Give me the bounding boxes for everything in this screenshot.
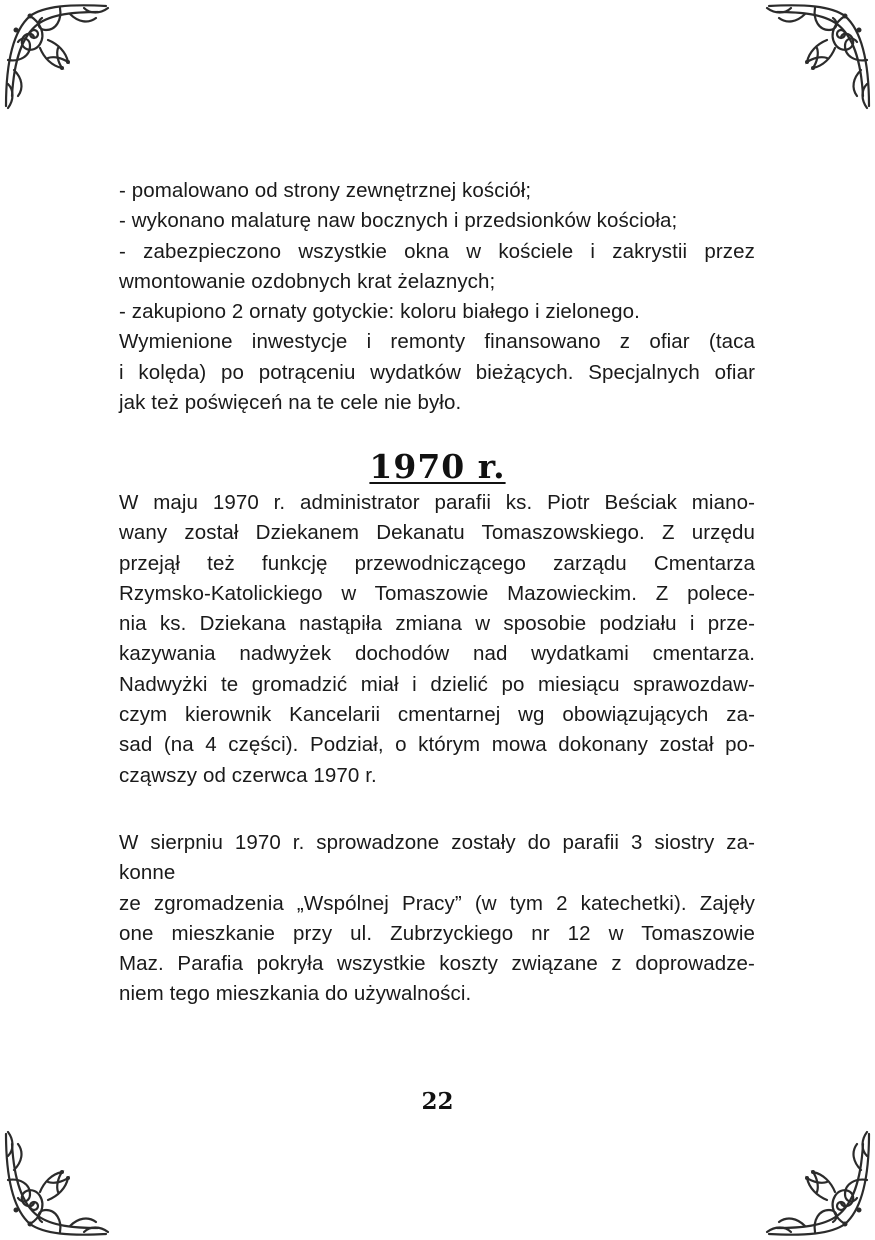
corner-ornament-bottom-left bbox=[0, 1128, 112, 1240]
text-line: one mieszkanie przy ul. Zubrzyckiego nr 12 w Tomaszowie bbox=[119, 921, 755, 945]
text-line: Nadwyżki te gromadzić miał i dzielić po miesiącu sprawozdaw- bbox=[119, 672, 755, 696]
page-number: 22 bbox=[421, 1088, 454, 1115]
text-line: kazywania nadwyżek dochodów nad wydatkami cmentarza. bbox=[119, 642, 755, 666]
text-line: jak też poświęceń na te cele nie było. bbox=[119, 391, 462, 415]
text-line: wmontowanie ozdobnych krat żelaznych; bbox=[119, 269, 496, 293]
text-line: i kolęda) po potrąceniu wydatków bieżących. Specjalnych ofiar bbox=[119, 360, 755, 384]
corner-ornament-top-right bbox=[763, 0, 875, 112]
section-heading: 1970 r. bbox=[369, 447, 506, 486]
text-line: Rzymsko-Katolickiego w Tomaszowie Mazowieckim. Z polece- bbox=[119, 581, 755, 605]
text-line: cząwszy od czerwca 1970 r. bbox=[119, 763, 377, 787]
text-line: przejął też funkcję przewodniczącego zarządu Cmentarza bbox=[119, 551, 755, 575]
text-line: W maju 1970 r. administrator parafii ks. Piotr Beściak miano- bbox=[119, 491, 755, 514]
text-line: nia ks. Dziekana nastąpiła zmiana w sposobie podziału i prze- bbox=[119, 612, 755, 636]
text-line: wany został Dziekanem Dekanatu Tomaszowskiego. Z urzędu bbox=[119, 521, 755, 545]
text-line: W sierpniu 1970 r. sprowadzone zostały do parafii 3 siostry za- bbox=[119, 831, 755, 854]
text-line: - pomalowano od strony zewnętrznej kościół; bbox=[119, 179, 532, 202]
text-line: konne bbox=[119, 861, 176, 885]
baroque-scroll-corner-icon bbox=[763, 1128, 875, 1240]
text-line: Maz. Parafia pokryła wszystkie koszty związane z doprowadze- bbox=[119, 952, 755, 976]
text-line: niem tego mieszkania do używalności. bbox=[119, 982, 472, 1006]
paragraph-dean-appointment bbox=[119, 488, 755, 791]
text-line: - wykonano malaturę naw bocznych i przedsionków kościoła; bbox=[119, 209, 678, 233]
paragraph-sisters-arrival bbox=[119, 828, 755, 1010]
text-line: Wymienione inwestycje i remonty finansowano z ofiar (taca bbox=[119, 330, 755, 354]
corner-ornament-bottom-right bbox=[763, 1128, 875, 1240]
baroque-scroll-corner-icon bbox=[0, 1128, 112, 1240]
corner-ornament-top-left bbox=[0, 0, 112, 112]
paragraph-investments bbox=[119, 176, 755, 418]
text-line: - zabezpieczono wszystkie okna w kościele i zakrystii przez bbox=[119, 239, 755, 263]
text-line: ze zgromadzenia „Wspólnej Pracy” (w tym 2 katechetki). Zajęły bbox=[119, 891, 755, 915]
baroque-scroll-corner-icon bbox=[763, 0, 875, 112]
text-line: czym kierownik Kancelarii cmentarnej wg obowiązujących za- bbox=[119, 703, 755, 727]
text-line: sad (na 4 części). Podział, o którym mowa dokonany został po- bbox=[119, 733, 755, 757]
baroque-scroll-corner-icon bbox=[0, 0, 112, 112]
text-line: - zakupiono 2 ornaty gotyckie: koloru białego i zielonego. bbox=[119, 300, 640, 324]
